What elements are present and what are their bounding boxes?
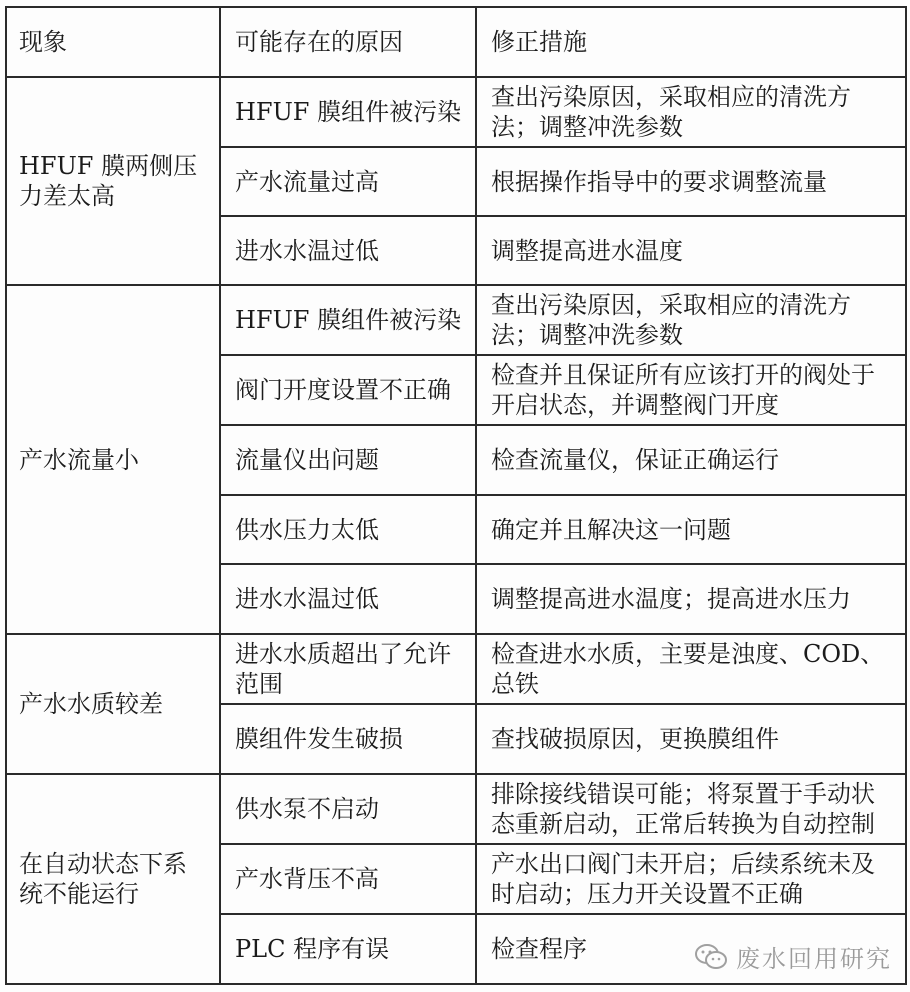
cause-cell: 进水水温过低 xyxy=(220,216,476,285)
cause-cell: 流量仪出问题 xyxy=(220,425,476,495)
troubleshooting-table xyxy=(5,6,907,985)
cause-cell: 膜组件发生破损 xyxy=(220,704,476,774)
fix-cell: 检查程序 xyxy=(476,914,906,984)
cause-cell: HFUF 膜组件被污染 xyxy=(220,77,476,147)
cause-cell: 产水背压不高 xyxy=(220,844,476,914)
fix-cell: 排除接线错误可能；将泵置于手动状态重新启动，正常后转换为自动控制 xyxy=(476,774,906,844)
cause-cell: HFUF 膜组件被污染 xyxy=(220,285,476,355)
cause-cell: 供水泵不启动 xyxy=(220,774,476,844)
symptom-cell: 产水流量小 xyxy=(6,285,220,634)
cause-cell: 产水流量过高 xyxy=(220,147,476,216)
fix-cell: 检查流量仪，保证正确运行 xyxy=(476,425,906,495)
symptom-cell: HFUF 膜两侧压力差太高 xyxy=(6,77,220,285)
header-cause: 可能存在的原因 xyxy=(220,7,476,77)
fix-cell: 调整提高进水温度 xyxy=(476,216,906,285)
fix-cell: 查找破损原因，更换膜组件 xyxy=(476,704,906,774)
fix-cell: 查出污染原因，采取相应的清洗方法；调整冲洗参数 xyxy=(476,77,906,147)
table-row xyxy=(6,634,906,704)
wechat-icon xyxy=(694,943,728,971)
fix-cell: 调整提高进水温度；提高进水压力 xyxy=(476,564,906,634)
symptom-cell: 产水水质较差 xyxy=(6,634,220,774)
fix-cell: 根据操作指导中的要求调整流量 xyxy=(476,147,906,216)
header-row xyxy=(6,7,906,77)
fix-cell: 检查进水水质，主要是浊度、COD、总铁 xyxy=(476,634,906,704)
fix-cell: 产水出口阀门未开启；后续系统未及时启动；压力开关设置不正确 xyxy=(476,844,906,914)
header-symptom: 现象 xyxy=(6,7,220,77)
watermark xyxy=(694,939,892,974)
table-row xyxy=(6,77,906,147)
cause-cell: 进水水温过低 xyxy=(220,564,476,634)
table-row xyxy=(6,285,906,355)
cause-cell: 供水压力太低 xyxy=(220,495,476,564)
cause-cell: 进水水质超出了允许范围 xyxy=(220,634,476,704)
cause-cell: PLC 程序有误 xyxy=(220,914,476,984)
fix-cell: 检查并且保证所有应该打开的阀处于开启状态，并调整阀门开度 xyxy=(476,355,906,425)
fix-cell: 确定并且解决这一问题 xyxy=(476,495,906,564)
cause-cell: 阀门开度设置不正确 xyxy=(220,355,476,425)
table-row xyxy=(6,774,906,844)
watermark-text: 废水回用研究 xyxy=(736,945,892,973)
symptom-cell: 在自动状态下系统不能运行 xyxy=(6,774,220,984)
header-fix: 修正措施 xyxy=(476,7,906,77)
fix-cell: 查出污染原因，采取相应的清洗方法；调整冲洗参数 xyxy=(476,285,906,355)
